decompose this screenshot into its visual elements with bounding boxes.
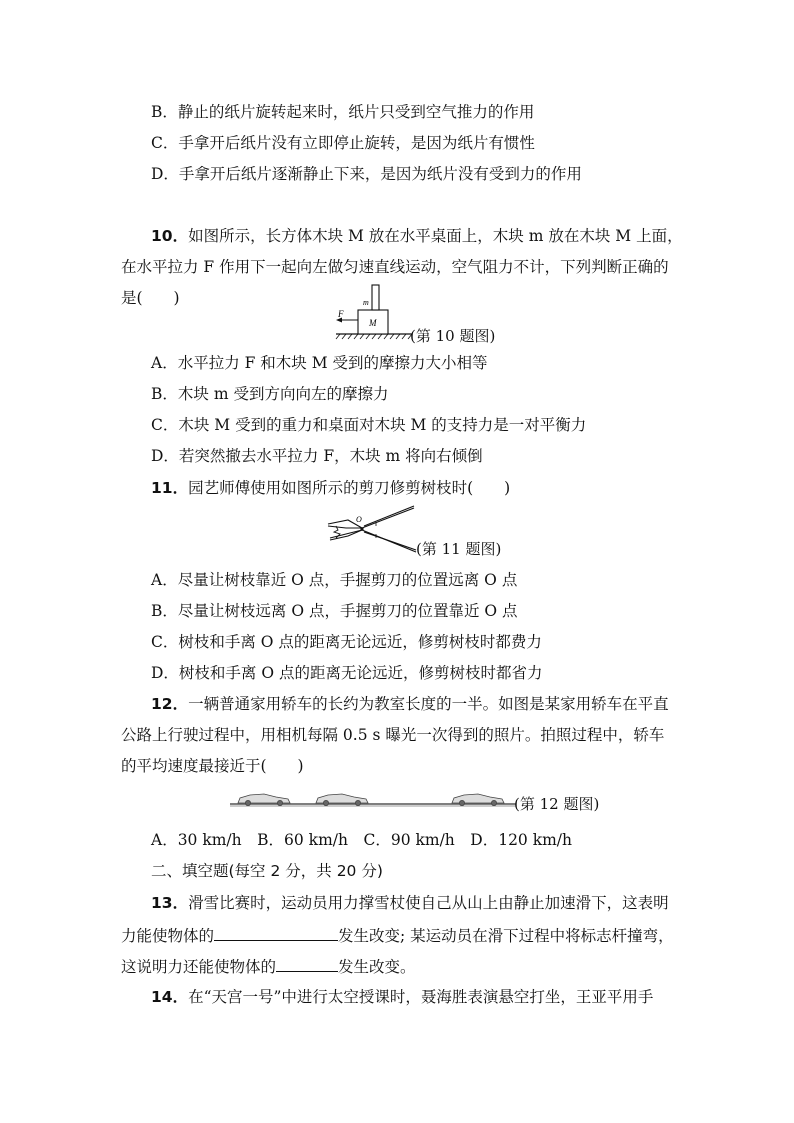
label-F: F	[338, 309, 344, 319]
q12-options: A．30 km/h B．60 km/h C．90 km/h D．120 km/h	[151, 831, 573, 849]
q13-line3-text-a: 这说明力还能使物体的	[121, 958, 277, 976]
scissors-diagram	[326, 504, 420, 556]
q12-figure	[230, 786, 516, 810]
q9-option-c: C．手拿开后纸片没有立即停止旋转，是因为纸片有惯性	[151, 134, 535, 152]
q11-number: 11．	[151, 479, 189, 497]
q13-line2-text-b: 发生改变; 某运动员在滑下过程中将标志杆撞弯，	[338, 927, 674, 945]
q10-stem-line1	[151, 226, 683, 246]
q13-blank-1[interactable]	[214, 924, 338, 941]
label-M: M	[369, 318, 377, 328]
q10-option-d: D．若突然撤去水平拉力 F，木块 m 将向右倾倒	[151, 447, 483, 465]
q11-stem-text: 园艺师傅使用如图所示的剪刀修剪树枝时( )	[188, 479, 511, 497]
block-m	[372, 285, 379, 310]
q14-line1	[151, 987, 653, 1007]
q12-stem-line1	[151, 694, 669, 714]
q11-stem	[151, 478, 510, 498]
q9-option-d: D．手拿开后纸片逐渐静止下来，是因为纸片没有受到力的作用	[151, 165, 582, 183]
q12-stem-line3: 的平均速度最接近于( )	[121, 757, 304, 775]
label-O: O	[356, 515, 362, 524]
q11-option-a: A．尽量让树枝靠近 O 点，手握剪刀的位置远离 O 点	[151, 571, 518, 589]
q13-line3-text-b: 发生改变。	[338, 958, 416, 976]
q10-stem-line3: 是( )	[121, 289, 180, 307]
q12-stem-text: 一辆普通家用轿车的长约为教室长度的一半。如图是某家用轿车在平直	[188, 695, 669, 713]
q10-figure	[330, 282, 420, 342]
q12-caption: (第 12 题图)	[514, 795, 600, 813]
blocks-diagram	[330, 282, 420, 342]
q13-line1-text: 滑雪比赛时，运动员用力撑雪杖使自己从山上由静止加速滑下，这表明	[188, 894, 669, 912]
road-cars-diagram	[230, 786, 516, 810]
q13-blank-2[interactable]	[276, 955, 338, 972]
q13-line1	[151, 893, 669, 913]
q10-stem-text: 如图所示，长方体木块 M 放在水平桌面上，木块 m 放在木块 M 上面，	[188, 227, 683, 245]
q10-stem-line2: 在水平拉力 F 作用下一起向左做匀速直线运动，空气阻力不计，下列判断正确的	[121, 258, 669, 276]
q11-caption: (第 11 题图)	[416, 540, 502, 558]
q11-option-b: B．尽量让树枝远离 O 点，手握剪刀的位置靠近 O 点	[151, 602, 518, 620]
q10-caption: (第 10 题图)	[410, 327, 496, 345]
q11-option-c: C．树枝和手离 O 点的距离无论远近，修剪树枝时都费力	[151, 633, 542, 651]
q10-option-a: A．水平拉力 F 和木块 M 受到的摩擦力大小相等	[151, 354, 488, 372]
q10-number: 10．	[151, 227, 189, 245]
q13-line2	[121, 924, 674, 946]
q14-number: 14．	[151, 988, 189, 1006]
label-m: m	[363, 298, 369, 307]
q9-option-b: B．静止的纸片旋转起来时，纸片只受到空气推力的作用	[151, 103, 535, 121]
q11-figure	[326, 504, 420, 556]
q10-option-c: C．木块 M 受到的重力和桌面对木块 M 的支持力是一对平衡力	[151, 416, 587, 434]
q10-option-b: B．木块 m 受到方向向左的摩擦力	[151, 385, 389, 403]
q13-line2-text-a: 力能使物体的	[121, 927, 215, 945]
q14-line1-text: 在“天宫一号”中进行太空授课时，聂海胜表演悬空打坐，王亚平用手	[188, 988, 654, 1006]
q11-option-d: D．树枝和手离 O 点的距离无论远近，修剪树枝时都省力	[151, 664, 543, 682]
q12-number: 12．	[151, 695, 189, 713]
q12-stem-line2: 公路上行驶过程中，用相机每隔 0.5 s 曝光一次得到的照片。拍照过程中，轿车	[121, 726, 665, 744]
section-title: 二、填空题(每空 2 分，共 20 分)	[151, 862, 383, 880]
q13-line3	[121, 955, 416, 977]
q13-number: 13．	[151, 894, 189, 912]
